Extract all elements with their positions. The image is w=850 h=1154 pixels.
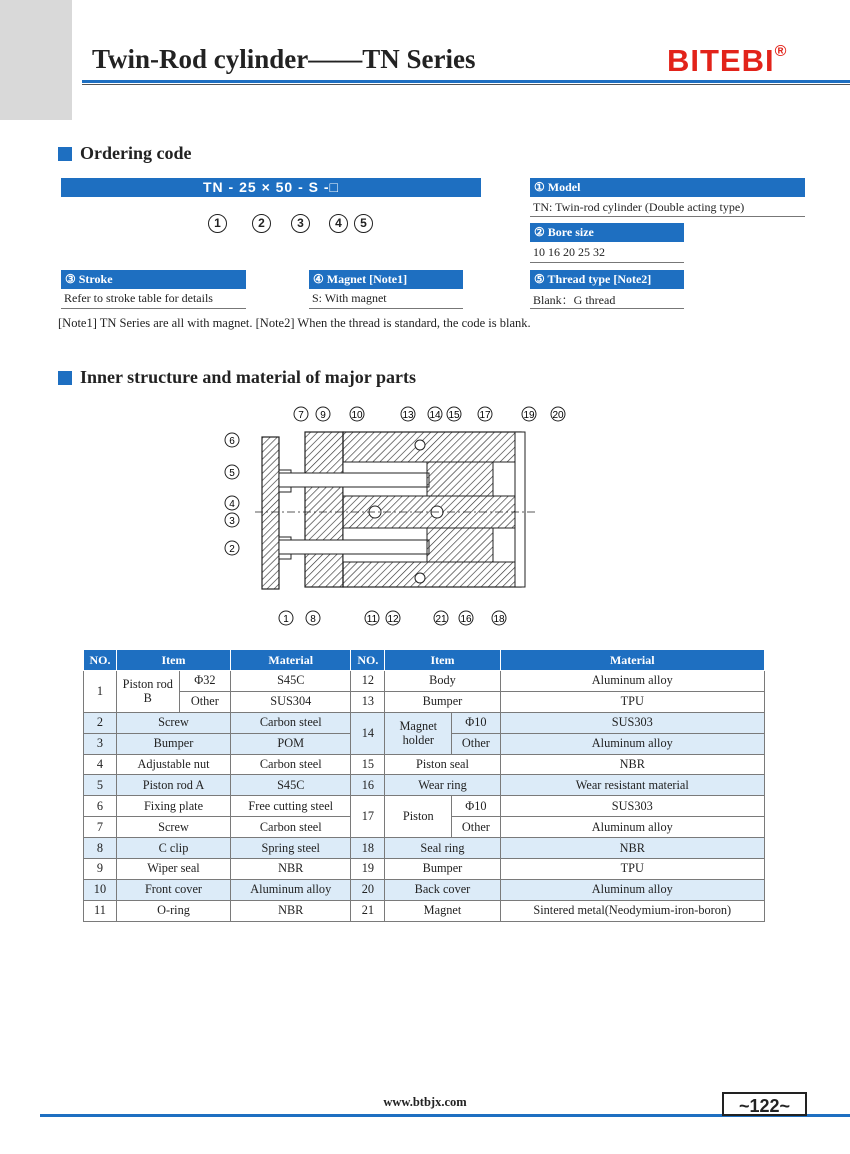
cell-material: S45C: [231, 775, 351, 796]
cell-item: Piston seal: [385, 754, 500, 775]
cell-no: 15: [351, 754, 385, 775]
structure-section-title: Inner structure and material of major parts: [80, 367, 416, 387]
cell-material: SUS303: [500, 796, 764, 817]
callout-label: 18: [493, 614, 505, 625]
cell-spec: Φ10: [452, 712, 500, 733]
table-row: [84, 900, 765, 921]
cell-no: 3: [84, 733, 117, 754]
ordering-section-title: Ordering code: [80, 143, 192, 163]
table-row: [84, 754, 765, 775]
cell-material: S45C: [231, 671, 351, 692]
callout-label: 2: [229, 544, 235, 555]
magnet-text: S: With magnet: [312, 291, 387, 305]
header-item: Item: [385, 650, 500, 671]
cell-no: 17: [351, 796, 385, 838]
cell-material: Sintered metal(Neodymium-iron-boron): [500, 900, 764, 921]
cell-item: Screw: [116, 712, 230, 733]
code-number-1: 1: [208, 214, 227, 233]
callout-label: 6: [229, 436, 235, 447]
cell-material: NBR: [500, 754, 764, 775]
header-no: NO.: [84, 650, 117, 671]
cell-item: Front cover: [116, 879, 230, 900]
stroke-header: ③ Stroke: [61, 270, 246, 289]
table-row: [84, 691, 765, 712]
callout-label: 17: [479, 410, 491, 421]
cell-item: Fixing plate: [116, 796, 230, 817]
header-no: NO.: [351, 650, 385, 671]
cell-item: Bumper: [385, 859, 500, 880]
cell-spec: Other: [452, 733, 500, 754]
cell-item: Body: [385, 671, 500, 692]
page-title: Twin-Rod cylinder——TN Series: [92, 44, 476, 74]
header-material: Material: [500, 650, 764, 671]
table-row: [84, 796, 765, 817]
cell-spec: Other: [179, 691, 230, 712]
bore-underline: [530, 262, 684, 263]
cell-spec: Other: [452, 817, 500, 838]
cell-material: Free cutting steel: [231, 796, 351, 817]
header-item: Item: [116, 650, 230, 671]
header-rule-thin: [82, 84, 850, 85]
cell-item: Piston rod B: [116, 671, 179, 713]
cell-item: O-ring: [116, 900, 230, 921]
callout-label: 7: [298, 410, 304, 421]
cell-material: NBR: [231, 900, 351, 921]
header-material: Material: [231, 650, 351, 671]
callout-label: 1: [283, 614, 289, 625]
bore-header: ② Bore size: [530, 223, 684, 242]
callout-label: 16: [460, 614, 472, 625]
table-row: [84, 775, 765, 796]
cell-no: 6: [84, 796, 117, 817]
cell-material: NBR: [231, 859, 351, 880]
callout-label: 8: [310, 614, 316, 625]
callout-label: 5: [229, 468, 235, 479]
cell-item: Bumper: [116, 733, 230, 754]
cell-item: Screw: [116, 817, 230, 838]
cell-no: 10: [84, 879, 117, 900]
cell-material: Spring steel: [231, 838, 351, 859]
cell-spec: Φ32: [179, 671, 230, 692]
cell-material: Aluminum alloy: [500, 879, 764, 900]
cell-item: Piston rod A: [116, 775, 230, 796]
code-number-4: 4: [329, 214, 348, 233]
callout-label: 21: [435, 614, 447, 625]
cell-material: Carbon steel: [231, 817, 351, 838]
left-callouts: [225, 433, 239, 555]
cell-no: 18: [351, 838, 385, 859]
cell-no: 16: [351, 775, 385, 796]
cell-material: POM: [231, 733, 351, 754]
cell-material: Carbon steel: [231, 754, 351, 775]
brand-name: BITEBI: [667, 43, 775, 78]
cell-item: Adjustable nut: [116, 754, 230, 775]
cell-no: 12: [351, 671, 385, 692]
bore-text: 10 16 20 25 32: [533, 245, 605, 259]
cell-spec: Φ10: [452, 796, 500, 817]
table-row: [84, 671, 765, 692]
registered-mark: ®: [774, 42, 788, 60]
cell-material: NBR: [500, 838, 764, 859]
thread-text: Blank：G thread: [533, 293, 616, 307]
ordering-notes: [Note1] TN Series are all with magnet. [Note2] When the thread is standard, the code is blank.: [58, 316, 531, 330]
magnet-header: ④ Magnet [Note1]: [309, 270, 463, 289]
website-url: www.btbjx.com: [383, 1095, 467, 1109]
model-header: ① Model: [530, 178, 805, 197]
callout-label: 3: [229, 516, 235, 527]
cell-material: Aluminum alloy: [231, 879, 351, 900]
table-row: [84, 879, 765, 900]
header-rule: [82, 80, 850, 83]
page-number: ~122~: [722, 1092, 807, 1116]
cell-item: Magnet: [385, 900, 500, 921]
section-marker-icon: [58, 147, 72, 161]
cell-item: Seal ring: [385, 838, 500, 859]
code-number-2: 2: [252, 214, 271, 233]
header-gray-bar: [0, 0, 72, 120]
magnet-underline: [309, 308, 463, 309]
cell-no: 8: [84, 838, 117, 859]
cell-material: TPU: [500, 859, 764, 880]
cell-material: Aluminum alloy: [500, 817, 764, 838]
cell-material: Carbon steel: [231, 712, 351, 733]
top-callouts: [294, 407, 565, 421]
cell-item: Bumper: [385, 691, 500, 712]
table-row: [84, 712, 765, 733]
cylinder-cross-section-diagram: [215, 400, 575, 630]
cell-item: Back cover: [385, 879, 500, 900]
bottom-callouts: [279, 611, 506, 625]
table-row: [84, 838, 765, 859]
thread-header: ⑤ Thread type [Note2]: [530, 270, 684, 289]
code-number-3: 3: [291, 214, 310, 233]
callout-label: 12: [387, 614, 399, 625]
table-row: [84, 859, 765, 880]
callout-label: 20: [552, 410, 564, 421]
callout-label: 4: [229, 499, 235, 510]
cell-material: SUS303: [500, 712, 764, 733]
cell-item: C clip: [116, 838, 230, 859]
ordering-code-bar: TN - 25 × 50 - S -□: [61, 178, 481, 197]
table-header-row: [84, 650, 765, 671]
cell-no: 13: [351, 691, 385, 712]
callout-label: 15: [448, 410, 460, 421]
cell-no: 20: [351, 879, 385, 900]
cell-no: 7: [84, 817, 117, 838]
callout-label: 19: [523, 410, 535, 421]
callout-label: 13: [402, 410, 414, 421]
cell-no: 4: [84, 754, 117, 775]
cell-material: Wear resistant material: [500, 775, 764, 796]
cell-no: 19: [351, 859, 385, 880]
callout-label: 10: [351, 410, 363, 421]
section-marker-icon: [58, 371, 72, 385]
cell-no: 5: [84, 775, 117, 796]
cell-no: 2: [84, 712, 117, 733]
cell-material: Aluminum alloy: [500, 671, 764, 692]
model-text: TN: Twin-rod cylinder (Double acting type): [533, 200, 745, 214]
cell-item: Magnet holder: [385, 712, 452, 754]
cell-no: 14: [351, 712, 385, 754]
cell-material: SUS304: [231, 691, 351, 712]
thread-underline: [530, 308, 684, 309]
cell-material: TPU: [500, 691, 764, 712]
callout-label: 11: [366, 614, 378, 625]
cell-item: Wiper seal: [116, 859, 230, 880]
code-number-5: 5: [354, 214, 373, 233]
callout-label: 14: [429, 410, 441, 421]
cell-no: 1: [84, 671, 117, 713]
cell-no: 9: [84, 859, 117, 880]
cell-item: Wear ring: [385, 775, 500, 796]
model-underline: [530, 216, 805, 217]
cell-no: 11: [84, 900, 117, 921]
stroke-underline: [61, 308, 246, 309]
cell-material: Aluminum alloy: [500, 733, 764, 754]
cell-item: Piston: [385, 796, 452, 838]
stroke-text: Refer to stroke table for details: [64, 291, 213, 305]
callout-label: 9: [320, 410, 326, 421]
parts-material-table: [83, 649, 765, 922]
cell-no: 21: [351, 900, 385, 921]
brand-logo: [667, 43, 787, 79]
